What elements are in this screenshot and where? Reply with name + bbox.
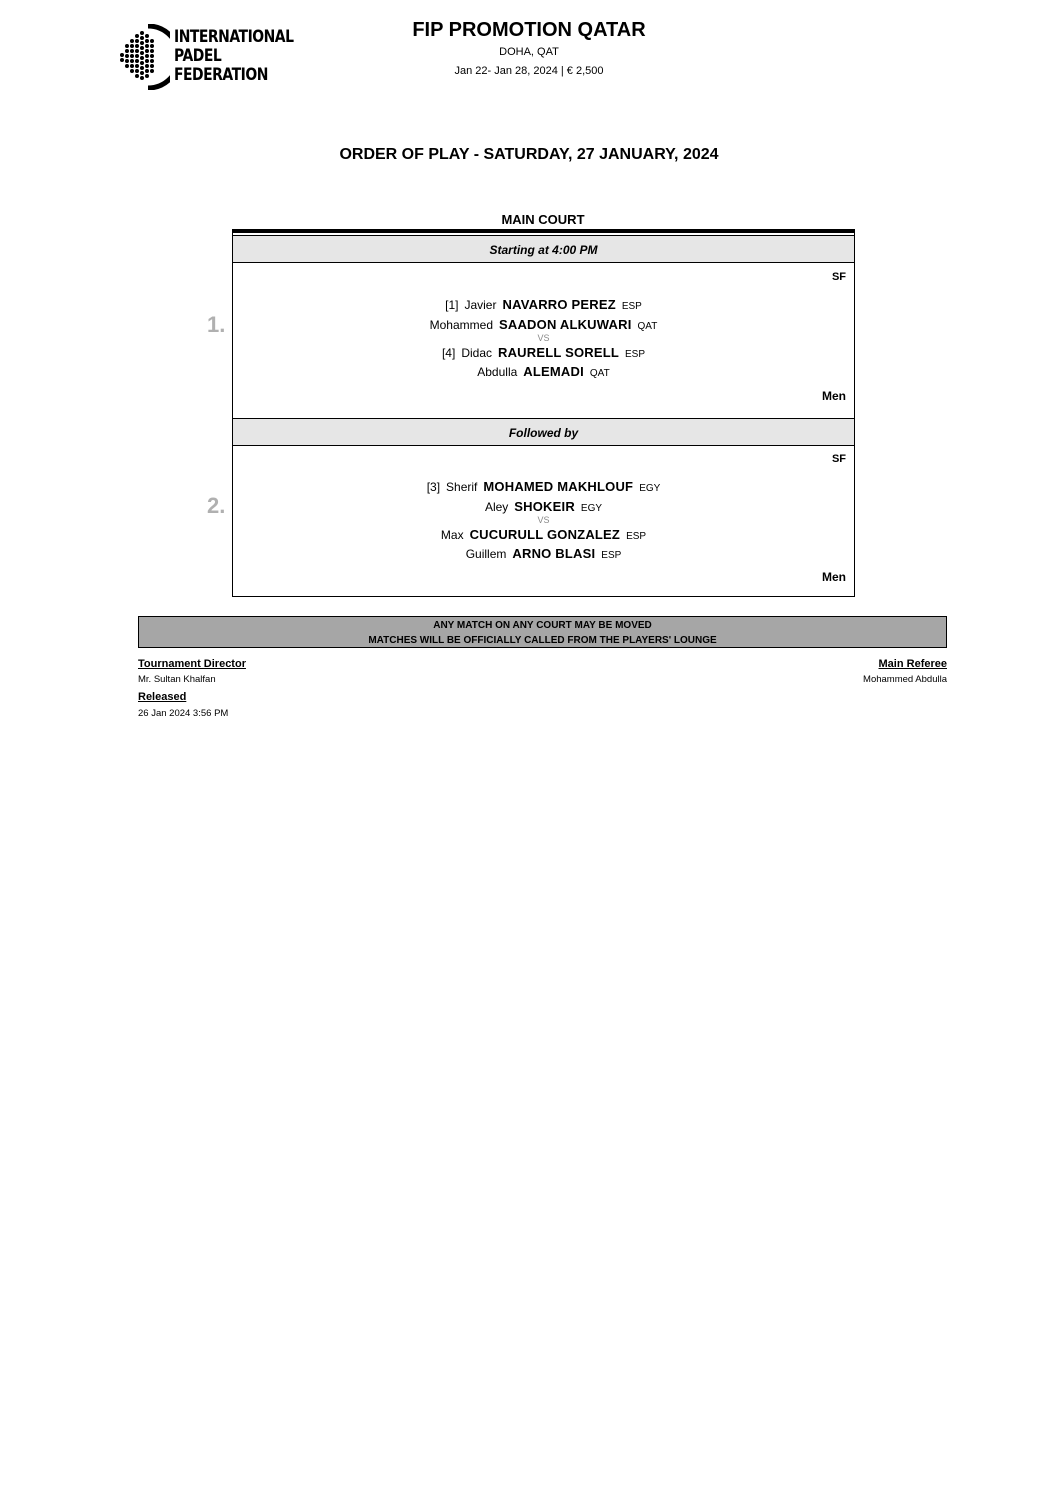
- match-time-label: Followed by: [233, 418, 854, 446]
- match-number: 1.: [207, 312, 226, 337]
- match-round: SF: [831, 271, 846, 283]
- player-first-name: Guillem: [465, 547, 507, 561]
- match-category: Men: [822, 570, 846, 584]
- player-nationality: ESP: [625, 349, 646, 360]
- notice-line: MATCHES WILL BE OFFICIALLY CALLED FROM THE PLAYERS' LOUNGE: [368, 635, 717, 646]
- player-first-name: Didac: [461, 346, 492, 360]
- player-seed: [4]: [441, 346, 456, 360]
- released-label: Released: [138, 691, 187, 703]
- player-first-name: Javier: [464, 298, 497, 312]
- versus-label: VS: [537, 333, 550, 343]
- player-first-name: Sherif: [446, 480, 478, 494]
- logo-line: INTERNATIONAL: [174, 27, 294, 47]
- main-referee-label: Main Referee: [878, 658, 947, 670]
- court-name: MAIN COURT: [501, 212, 585, 227]
- player-line: [233, 499, 854, 514]
- match-category: Men: [822, 389, 846, 403]
- player-nationality: ESP: [621, 301, 642, 312]
- player-seed: [3]: [426, 480, 441, 494]
- player-line: [233, 527, 854, 542]
- player-line: [233, 479, 854, 494]
- player-last-name: ARNO BLASI: [512, 546, 596, 561]
- logo-line: PADEL: [174, 46, 222, 66]
- player-line: [233, 345, 854, 360]
- player-nationality: QAT: [637, 321, 658, 332]
- player-last-name: ALEMADI: [523, 364, 584, 379]
- schedule-notice: [138, 616, 947, 648]
- player-nationality: QAT: [589, 368, 610, 379]
- player-line: [233, 546, 854, 561]
- player-line: [233, 364, 854, 379]
- player-nationality: ESP: [601, 550, 622, 561]
- player-first-name: Aley: [484, 500, 509, 514]
- player-nationality: EGY: [580, 503, 603, 514]
- player-line: [233, 297, 854, 312]
- player-last-name: SHOKEIR: [514, 499, 575, 514]
- logo-line: FEDERATION: [174, 65, 268, 85]
- tournament-dates-prize: Jan 22- Jan 28, 2024 | € 2,500: [454, 65, 604, 77]
- court-schedule-table: [232, 229, 855, 597]
- player-seed: [1]: [445, 298, 459, 312]
- player-nationality: ESP: [626, 531, 647, 542]
- player-last-name: RAURELL SORELL: [498, 345, 620, 360]
- versus-label: VS: [537, 515, 550, 525]
- player-first-name: Mohammed: [429, 318, 493, 332]
- player-last-name: NAVARRO PEREZ: [502, 297, 616, 312]
- main-referee-name: Mohammed Abdulla: [863, 674, 947, 685]
- tournament-title: FIP PROMOTION QATAR: [412, 19, 646, 41]
- player-last-name: CUCURULL GONZALEZ: [469, 527, 621, 542]
- player-first-name: Max: [440, 528, 464, 542]
- player-first-name: Abdulla: [477, 365, 518, 379]
- order-of-play-title: ORDER OF PLAY - SATURDAY, 27 JANUARY, 2024: [339, 146, 719, 163]
- tournament-location: DOHA, QAT: [499, 46, 559, 58]
- notice-line: ANY MATCH ON ANY COURT MAY BE MOVED: [433, 620, 652, 631]
- player-nationality: EGY: [639, 483, 661, 494]
- released-value: 26 Jan 2024 3:56 PM: [138, 708, 229, 719]
- match-round: SF: [831, 453, 846, 465]
- tournament-director-name: Mr. Sultan Khalfan: [138, 674, 216, 685]
- player-line: [233, 317, 854, 332]
- player-last-name: MOHAMED MAKHLOUF: [483, 479, 634, 494]
- tournament-director-label: Tournament Director: [138, 658, 246, 670]
- player-last-name: SAADON ALKUWARI: [499, 317, 632, 332]
- match-number: 2.: [207, 493, 226, 518]
- match-time-label: Starting at 4:00 PM: [233, 235, 854, 263]
